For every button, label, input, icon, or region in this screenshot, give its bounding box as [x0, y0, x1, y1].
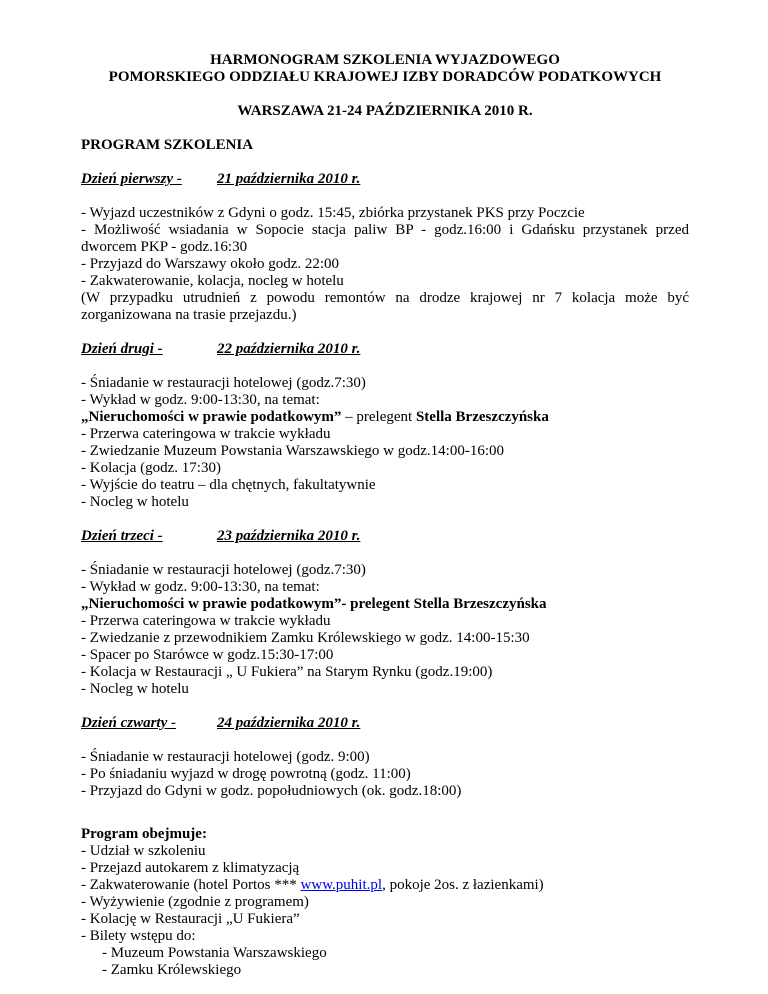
day4-line: - Przyjazd do Gdyni w godz. popołudniowych (ok. godz.18:00): [81, 783, 462, 799]
day2-lecturer: Stella Brzeszczyńska: [415, 409, 549, 425]
day1-line: (W przypadku utrudnień z powodu remontów na drodze krajowej nr 7 kolacja może być: [81, 290, 689, 306]
includes-subitem: - Zamku Królewskiego: [102, 962, 242, 978]
day3-line: - Wykład w godz. 9:00-13:30, na temat:: [81, 579, 320, 595]
day4-header: [81, 715, 689, 732]
day3-line: - Zwiedzanie z przewodnikiem Zamku Królewskiego w godz. 14:00-15:30: [81, 630, 530, 646]
includes-item: - Udział w szkoleniu: [81, 843, 206, 859]
day4-line: - Po śniadaniu wyjazd w drogę powrotną (godz. 11:00): [81, 766, 411, 782]
includes-item: - Bilety wstępu do:: [81, 928, 196, 944]
day3-line: - Spacer po Starówce w godz.15:30-17:00: [81, 647, 334, 663]
day3-topic: „Nieruchomości w prawie podatkowym”- prelegent Stella Brzeszczyńska: [81, 596, 547, 612]
hotel-website-link[interactable]: www.puhit.pl: [300, 877, 383, 893]
day1-label: Dzień pierwszy -: [81, 171, 182, 187]
day2-line: - Wyjście do teatru – dla chętnych, fakultatywnie: [81, 477, 376, 493]
day1-line: - Przyjazd do Warszawy około godz. 22:00: [81, 256, 340, 272]
day2-lecturer-sep: – prelegent: [341, 409, 416, 425]
includes-heading: Program obejmuje:: [81, 826, 207, 842]
day2-line: - Śniadanie w restauracji hotelowej (godz.7:30): [81, 375, 366, 391]
title-line-1: HARMONOGRAM SZKOLENIA WYJAZDOWEGO: [210, 52, 560, 68]
program-heading: PROGRAM SZKOLENIA: [81, 137, 254, 153]
day3-line: - Przerwa cateringowa w trakcie wykładu: [81, 613, 331, 629]
day1-line: - Zakwaterowanie, kolacja, nocleg w hotelu: [81, 273, 344, 289]
day1-line: - Wyjazd uczestników z Gdyni o godz. 15:45, zbiórka przystanek PKS przy Poczcie: [81, 205, 585, 221]
day4-line: - Śniadanie w restauracji hotelowej (godz. 9:00): [81, 749, 370, 765]
day3-date: 23 października 2010 r.: [217, 528, 361, 544]
includes-hotel-text: - Zakwaterowanie (hotel Portos ***: [81, 877, 301, 893]
day4-label: Dzień czwarty -: [81, 715, 176, 731]
title-line-2: POMORSKIEGO ODDZIAŁU KRAJOWEJ IZBY DORADCÓW PODATKOWYCH: [108, 69, 662, 85]
day1-line: dworcem PKP - godz.16:30: [81, 239, 248, 255]
day1-header: [81, 171, 689, 188]
includes-item: - Kolację w Restauracji „U Fukiera”: [81, 911, 300, 927]
day3-line: - Kolacja w Restauracji „ U Fukiera” na Starym Rynku (godz.19:00): [81, 664, 493, 680]
title-line-3: WARSZAWA 21-24 PAŹDZIERNIKA 2010 R.: [237, 103, 533, 119]
day1-line: - Możliwość wsiadania w Sopocie stacja paliw BP - godz.16:00 i Gdańsku przystanek przed: [81, 222, 689, 238]
day2-line: - Kolacja (godz. 17:30): [81, 460, 221, 476]
includes-hotel-rooms: , pokoje 2os. z łazienkami): [382, 877, 544, 893]
day2-line: - Zwiedzanie Muzeum Powstania Warszawskiego w godz.14:00-16:00: [81, 443, 504, 459]
includes-subitem: - Muzeum Powstania Warszawskiego: [102, 945, 327, 961]
day2-header: [81, 341, 689, 358]
includes-item: - Przejazd autokarem z klimatyzacją: [81, 860, 300, 876]
day2-topic-line: [81, 409, 689, 426]
day3-label: Dzień trzeci -: [81, 528, 163, 544]
day3-header: [81, 528, 689, 545]
day3-line: - Śniadanie w restauracji hotelowej (godz.7:30): [81, 562, 366, 578]
day2-line: - Przerwa cateringowa w trakcie wykładu: [81, 426, 331, 442]
day1-date: 21 października 2010 r.: [217, 171, 361, 187]
day2-line: - Wykład w godz. 9:00-13:30, na temat:: [81, 392, 320, 408]
includes-item: - Wyżywienie (zgodnie z programem): [81, 894, 309, 910]
day4-date: 24 października 2010 r.: [217, 715, 361, 731]
day3-line: - Nocleg w hotelu: [81, 681, 189, 697]
day2-label: Dzień drugi -: [81, 341, 163, 357]
includes-item-hotel: [81, 877, 689, 894]
day2-date: 22 października 2010 r.: [217, 341, 361, 357]
day1-line: zorganizowana na trasie przejazdu.): [81, 307, 297, 323]
document-page: [81, 52, 689, 979]
day2-topic: „Nieruchomości w prawie podatkowym”: [81, 409, 342, 425]
day2-line: - Nocleg w hotelu: [81, 494, 189, 510]
